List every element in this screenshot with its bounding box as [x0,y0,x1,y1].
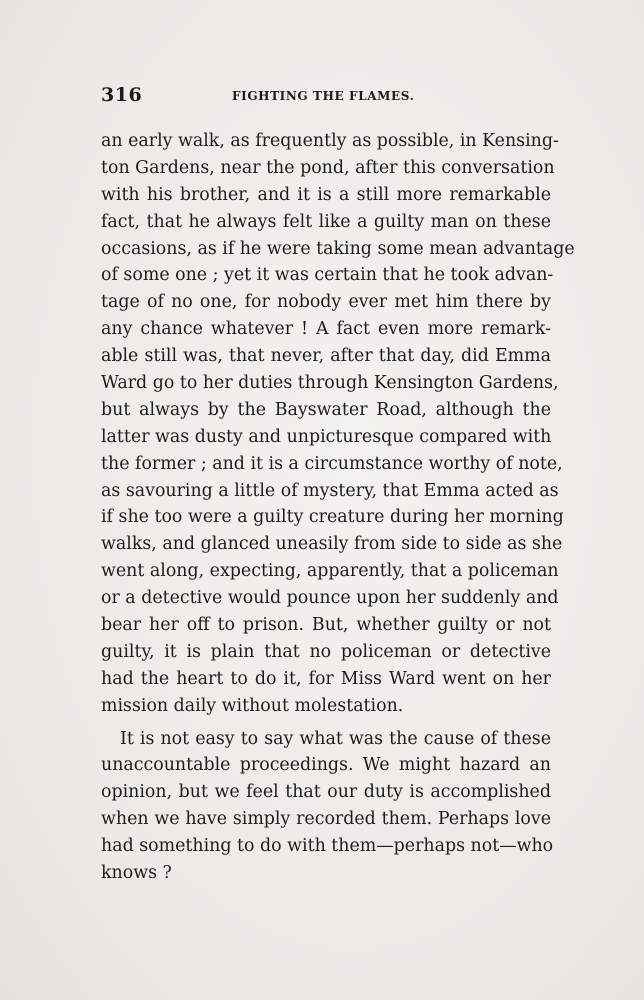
text-line: unaccountable proceedings. We might hazard an [101,755,551,776]
text-line: mission daily without molestation. [101,695,404,716]
text-line: It is not easy to say what was the cause of these [120,728,551,749]
text-line: when we have simply recorded them. Perhaps love [101,809,551,830]
paragraph [101,128,575,720]
text-line: able still was, that never, after that day, did Emma [101,346,551,367]
paragraph [101,726,554,887]
running-title: FIGHTING THE FLAMES. [232,89,415,103]
text-line: walks, and glanced uneasily from side to side as she [101,534,563,555]
body-text [101,128,575,887]
text-line: opinion, but we feel that our duty is accomplished [101,782,551,803]
text-line: had the heart to do it, for Miss Ward went on her [101,668,551,689]
text-line: occasions, as if he were taking some mean advantage [101,238,575,259]
text-line: an early walk, as frequently as possible, in Kensing- [101,131,559,151]
text-line: with his brother, and it is a still more remarkable [101,184,551,205]
text-line: ton Gardens, near the pond, after this conversation [101,157,555,178]
text-line: bear her off to prison. But, whether guilty or not [101,615,551,636]
page-number: 316 [101,84,143,106]
text-line: but always by the Bayswater Road, although the [101,399,551,420]
text-line: guilty, it is plain that no policeman or detective [101,641,551,662]
text-line: the former ; and it is a circumstance worthy of note, [101,453,563,474]
page-header [101,84,551,112]
text-line: of some one ; yet it was certain that he took advan- [101,265,554,286]
text-line: had something to do with them—perhaps not—who [101,836,554,857]
text-line: any chance whatever ! A fact even more remark- [101,319,551,340]
text-line: tage of no one, for nobody ever met him there by [101,292,551,313]
text-line: latter was dusty and unpicturesque compared with [101,426,552,447]
text-line: or a detective would pounce upon her suddenly and [101,588,559,609]
text-line: knows ? [101,863,172,884]
text-line: Ward go to her duties through Kensington Gardens, [101,373,559,394]
text-line: if she too were a guilty creature during her morning [101,507,564,528]
text-line: fact, that he always felt like a guilty man on these [101,211,551,232]
text-line: went along, expecting, apparently, that a policeman [101,561,559,582]
text-line: as savouring a little of mystery, that Emma acted as [101,480,559,501]
